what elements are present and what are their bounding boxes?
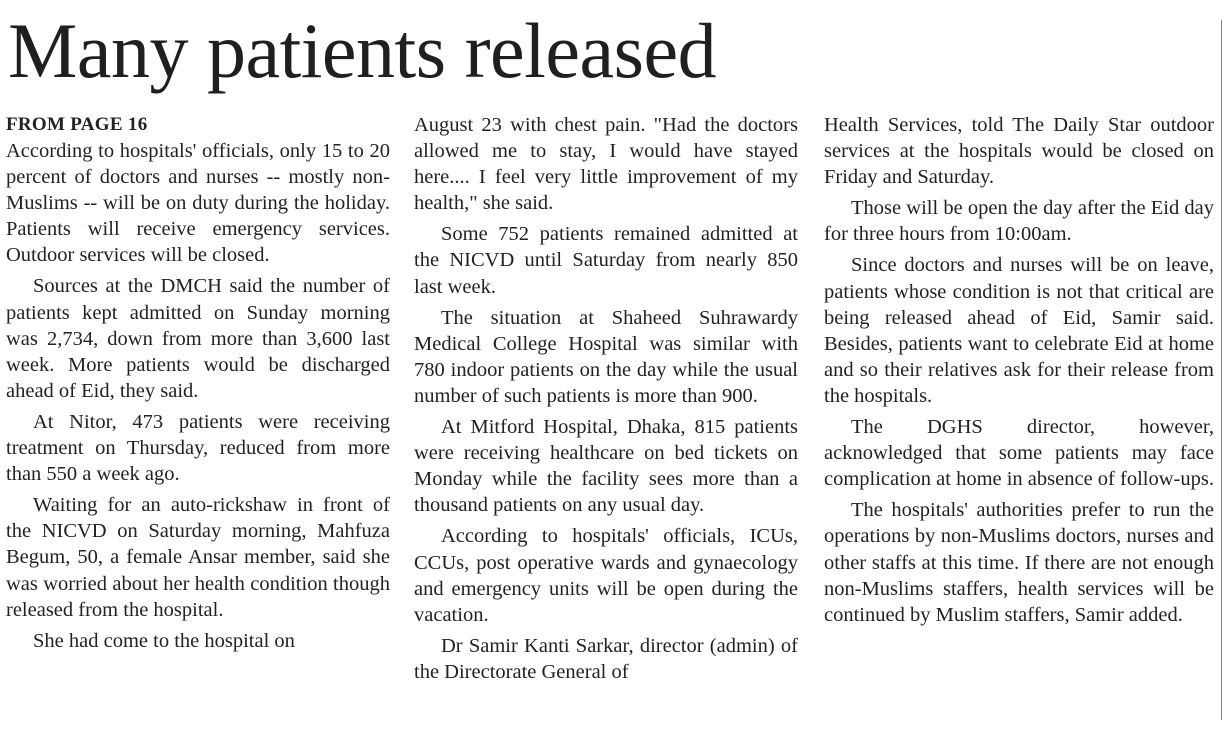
paragraph: Waiting for an auto-rickshaw in front of the NICVD on Saturday morning, Mahfuza Begum, 50, a female Ansar member, said she was worried about her health condition though released from the hospital.: [6, 494, 390, 621]
paragraph: At Nitor, 473 patients were receiving treatment on Thursday, reduced from more than 550 a week ago.: [6, 410, 390, 486]
column-3: [824, 112, 1214, 633]
paragraph: The hospitals' authorities prefer to run the operations by non-Muslims doctors, nurses and other staffs at this time. If there are not enough non-Muslims staffers, health services will be continued by Muslim staffers, Samir added.: [824, 499, 1214, 626]
paragraph: The DGHS director, however, acknowledged that some patients may face complication at home in absence of follow-ups.: [824, 416, 1214, 491]
paragraph: The situation at Shaheed Suhrawardy Medical College Hospital was similar with 780 indoor patients on the day while the usual number of such patients is more than 900.: [414, 306, 798, 407]
column-rule: [1221, 20, 1222, 720]
paragraph: Health Services, told The Daily Star outdoor services at the hospitals would be closed on Friday and Saturday.: [824, 114, 1214, 189]
paragraph: Dr Samir Kanti Sarkar, director (admin) of the Directorate General of: [414, 634, 798, 683]
headline: Many patients released: [8, 7, 717, 94]
article-body: [6, 112, 1212, 724]
kicker: FROM PAGE 16: [6, 114, 148, 135]
paragraph: Since doctors and nurses will be on leave, patients whose condition is not that critical are being released ahead of Eid, Samir said. Besides, patients want to celebrate Eid at home and so their relatives ask for their release from the hospitals.: [824, 254, 1214, 407]
paragraph: She had come to the hospital on: [33, 629, 295, 652]
paragraph: Some 752 patients remained admitted at the NICVD until Saturday from nearly 850 last week.: [414, 223, 798, 298]
paragraph: Those will be open the day after the Eid day for three hours from 10:00am.: [824, 197, 1214, 246]
paragraph: At Mitford Hospital, Dhaka, 815 patients were receiving healthcare on bed tickets on Monday while the facility sees more than a thousand patients on any usual day.: [414, 416, 798, 517]
paragraph: Sources at the DMCH said the number of patients kept admitted on Sunday morning was 2,734, down from more than 3,600 last week. More patients would be discharged ahead of Eid, they said.: [6, 275, 390, 402]
paragraph: According to hospitals' officials, ICUs, CCUs, post operative wards and gynaecology and emergency units will be open during the vacation.: [414, 525, 798, 626]
column-1: [6, 112, 390, 659]
column-2: [414, 112, 798, 690]
paragraph: August 23 with chest pain. "Had the doctors allowed me to stay, I would have stayed here.... I feel very little improvement of my health," she said.: [414, 114, 798, 215]
paragraph: According to hospitals' officials, only 15 to 20 percent of doctors and nurses -- mostly non-Muslims -- will be on duty during the holiday. Patients will receive emergency services. Outdoor services will be closed.: [6, 140, 390, 267]
